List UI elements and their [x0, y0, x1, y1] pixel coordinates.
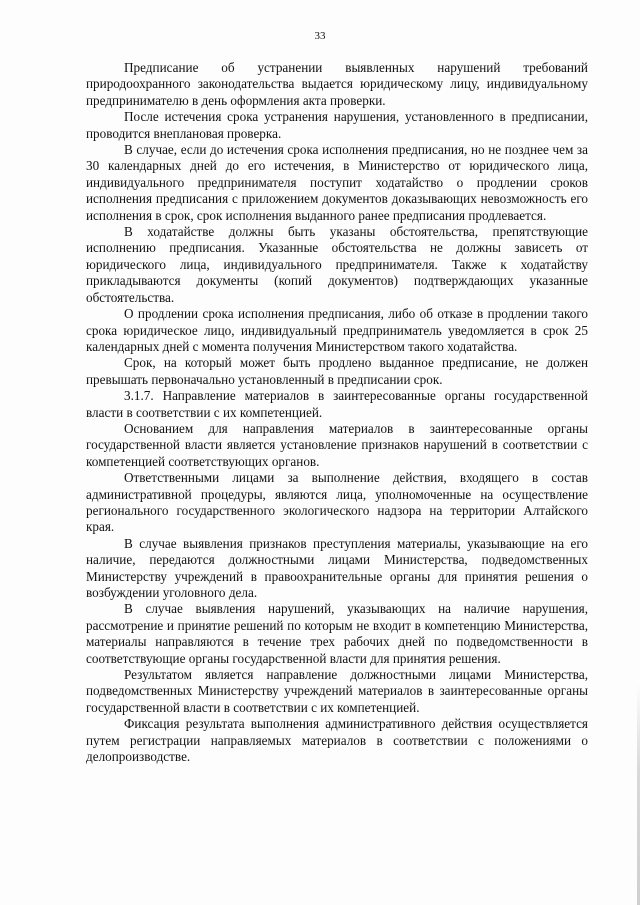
page-number: 33: [314, 30, 326, 42]
paragraph-extension-request: В случае, если до истечения срока исполнения предписания, но не позднее чем за 30 календарных дней до его истечения, в Министерство от юридического лица, индивидуального предпринимателя поступит ходатайство о продлении сроков исполнения предписания с приложением документов доказывающих невозможность его исполнения в срок, срок исполнения выданного ранее предписания продлевается.: [86, 142, 588, 223]
paragraph-extension-limit: Срок, на который может быть продлено выданное предписание, не должен превышать первоначально установленный в предписании срок.: [86, 355, 588, 387]
paragraph-extension-notification: О продлении срока исполнения предписания, либо об отказе в продлении такого срока юридическое лицо, индивидуальный предприниматель уведомляется в срок 25 календарных дней с момента получения Министерством такого ходатайства.: [86, 306, 588, 354]
paragraph-crime-signs: В случае выявления признаков преступления материалы, указывающие на его наличие, передаются должностными лицами Министерства, подведомственных Министерству учреждений в правоохранительные органы для принятия решения о возбуждении уголовного дела.: [86, 535, 588, 600]
paragraph-request-circumstances: В ходатайстве должны быть указаны обстоятельства, препятствующие исполнению предписания. Указанные обстоятельства не должны зависеть от юридического лица, индивидуального предпринимателя. Также к ходатайству прикладываются документы (копий документов) подтверждающих указанные обстоятельства.: [86, 224, 588, 305]
paragraph-unscheduled-inspection: После истечения срока устранения нарушения, установленного в предписании, проводится внеплановая проверка.: [86, 109, 588, 141]
paragraph-result: Результатом является направление должностными лицами Министерства, подведомственных Министерству учреждений материалов в заинтересованные органы государственной власти в соответствии с их компетенцией.: [86, 667, 588, 715]
paragraph-recording: Фиксация результата выполнения административного действия осуществляется путем регистрации направляемых материалов в соответствии с положениями о делопроизводстве.: [86, 716, 588, 765]
paragraph-other-violations: В случае выявления нарушений, указывающих на наличие нарушения, рассмотрение и принятие решений по которым не входит в компетенцию Министерства, материалы направляются в течение трех рабочих дней по подведомственности в соответствующие органы государственной власти для принятия решения.: [86, 601, 588, 666]
paragraph-order-issuance: Предписание об устранении выявленных нарушений требований природоохранного законодательства выдается юридическому лицу, индивидуальному предпринимателю в день оформления акта проверки.: [86, 60, 588, 108]
section-heading-3-1-7: 3.1.7. Направление материалов в заинтересованные органы государственной власти в соответствии с их компетенцией.: [86, 388, 588, 420]
paragraph-responsible-persons: Ответственными лицами за выполнение действия, входящего в состав административной процедуры, являются лица, уполномоченные на осуществление регионального государственного экологического надзора на территории Алтайского края.: [86, 470, 588, 535]
document-body: [86, 60, 588, 765]
paragraph-grounds: Основанием для направления материалов в заинтересованные органы государственной власти является установление признаков нарушений в соответствии с компетенцией соответствующих органов.: [86, 420, 588, 469]
